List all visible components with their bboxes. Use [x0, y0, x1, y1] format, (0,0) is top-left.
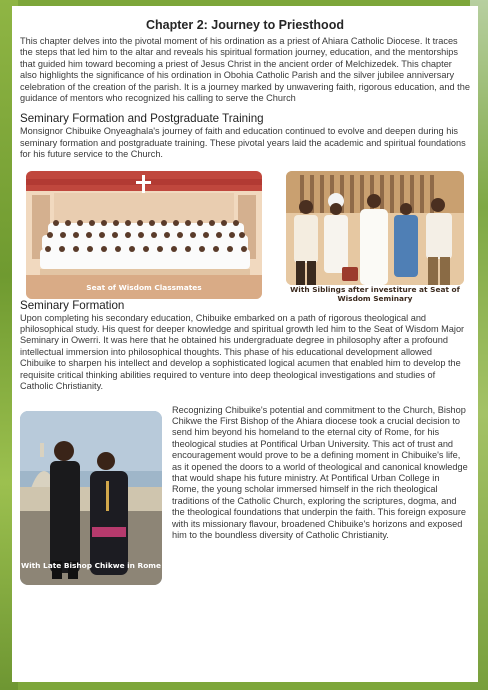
classmates-caption: Seat of Wisdom Classmates [86, 282, 202, 292]
rome-text-column [172, 405, 468, 542]
siblings-photo [286, 171, 464, 285]
photo-row [20, 171, 470, 303]
rome-section [20, 399, 470, 599]
classmates-photo [26, 171, 262, 299]
classmates-photo-card [26, 171, 262, 299]
siblings-photo-card [286, 171, 464, 303]
siblings-caption-line1: With Siblings after investiture at Seat of [290, 284, 460, 294]
document-page [12, 6, 478, 682]
section-heading-seminary-formation: Seminary Formation [20, 298, 125, 312]
section-paragraph-seminary-formation: Upon completing his secondary education, Chibuike embarked on a path of rigorous theological and philosophical study. His quest for deeper knowledge and spiritual growth led him to the Seat of Wisdom Major Seminary in Owerri. It was here that he obtained his undergraduate degree in philosophy after a profound intellectual immersion into philosophical thoughts. This phase of his educational development allowed Chibuike to sharpen his intellect and develop a sophisticated logical acumen that enabled him to develop the requisite critical thinking abilities required to venture into deep theological investigations and studies of Catholic Christianity. [20, 312, 465, 392]
section-heading-seminary-postgraduate: Seminary Formation and Postgraduate Training [20, 112, 264, 126]
intro-paragraph: This chapter delves into the pivotal moment of his ordination as a priest of Ahiara Catholic Diocese. It traces the steps that led him to the altar and reveals his spiritual formation journey, education, and the mentorships that guided him toward becoming a priest of Jesus Christ in the ancient order of Melchizedek. This chapter also highlights the significance of his ordination in Obohia Catholic Parish and the silver jubilee anniversary celebration of the creation of the parish. It is a journey marked by unwavering faith, rigorous education, and the guidance of mentors who recognized his calling to serve the Church [20, 36, 470, 104]
section-paragraph-seminary-postgraduate: Monsignor Chibuike Onyeaghala's journey of faith and education continued to evolve and deepen during his seminary formation and postgraduate training. These pivotal years laid the academic and spiritual foundations for his future service to the Church. [20, 126, 466, 160]
rome-photo [20, 411, 162, 585]
chapter-title: Chapter 2: Journey to Priesthood [146, 18, 344, 32]
rome-paragraph: Recognizing Chibuike's potential and commitment to the Church, Bishop Chikwe the First Bishop of the Ahiara diocese took a crucial decision to send him beyond his homeland to the eternal city of Rome, for his theological studies at Pontifical Urban University. This act of trust and encouragement would prove to be a defining moment in Chibuike's life, as it opened the doors to a world of theological and canonical knowledge that would shape his future ministry. At Pontifical Urban College in Rome, the young scholar immersed himself in the rich theological traditions of the Catholic Church, exploring the scriptures, dogma, and the theological foundations that underpin the faith. This foreign exposure with its missionary flavour, broadened Chibuike's horizons and exposed him to the boundless diversity of Catholic Christianity. [172, 404, 468, 540]
siblings-caption-line2: Wisdom Seminary [337, 293, 413, 303]
siblings-caption [286, 285, 464, 303]
rome-caption: With Late Bishop Chikwe in Rome [20, 560, 162, 570]
